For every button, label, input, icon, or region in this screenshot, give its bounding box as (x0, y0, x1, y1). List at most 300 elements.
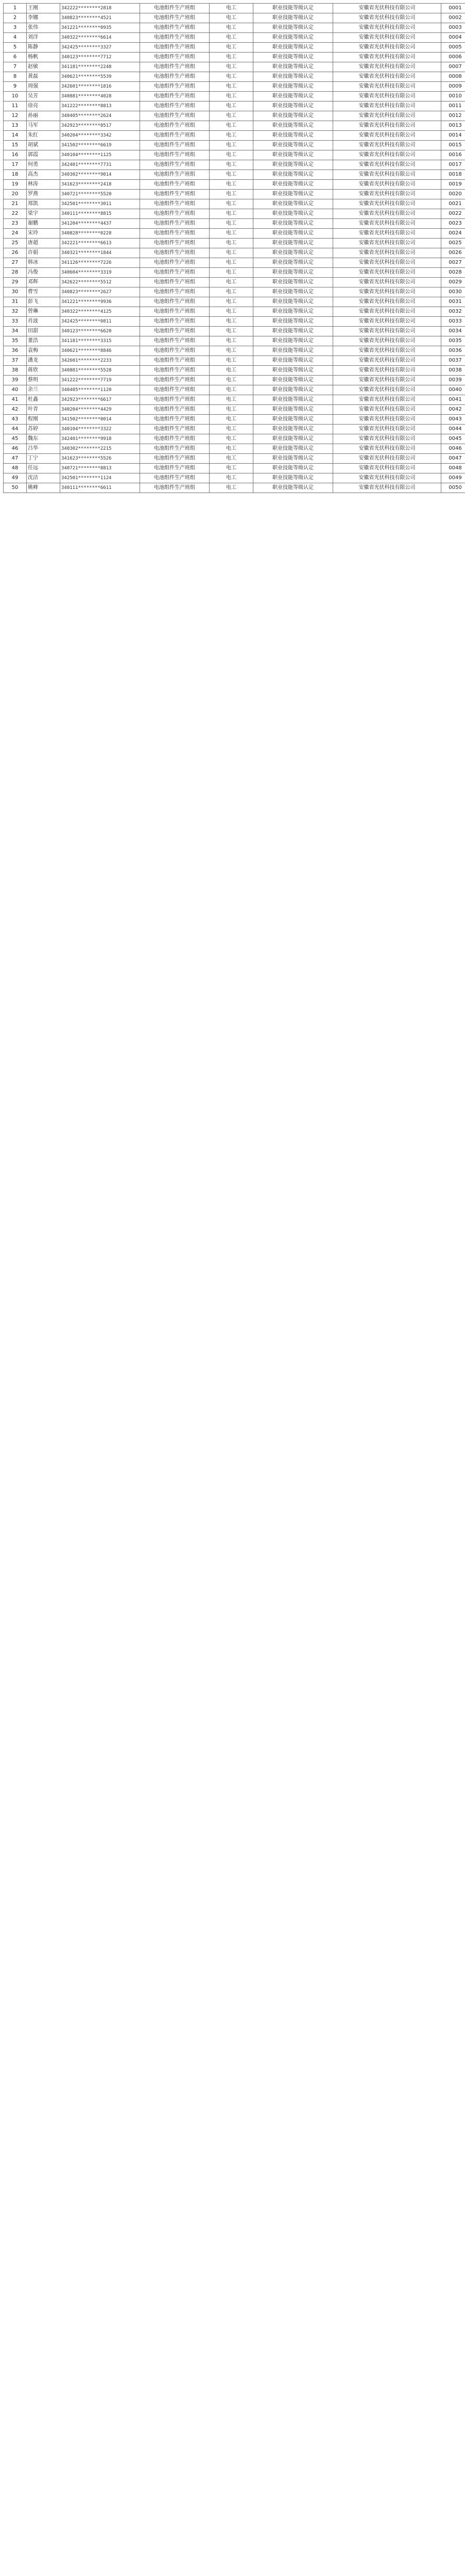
code-cell: 0015 (441, 141, 465, 150)
company-cell: 安徽省光伏科技有限公司 (333, 4, 441, 13)
company-cell: 安徽省光伏科技有限公司 (333, 307, 441, 317)
id-number-cell: 340823********4521 (60, 13, 140, 23)
class-cell: 电池组件生产班组 (140, 13, 210, 23)
company-cell: 安徽省光伏科技有限公司 (333, 473, 441, 483)
name-cell: 彭飞 (27, 297, 60, 307)
job-cell: 电工 (210, 356, 253, 366)
name-cell: 潘龙 (27, 356, 60, 366)
job-cell: 电工 (210, 425, 253, 434)
class-cell: 电池组件生产班组 (140, 150, 210, 160)
level-cell: 职业技能等级认定 (253, 170, 333, 180)
job-cell: 电工 (210, 43, 253, 53)
name-cell: 叶青 (27, 405, 60, 415)
id-number-cell: 342923********6617 (60, 395, 140, 405)
id-number-cell: 340621********8846 (60, 346, 140, 356)
code-cell: 0035 (441, 336, 465, 346)
level-cell: 职业技能等级认定 (253, 62, 333, 72)
company-cell: 安徽省光伏科技有限公司 (333, 170, 441, 180)
company-cell: 安徽省光伏科技有限公司 (333, 425, 441, 434)
job-cell: 电工 (210, 483, 253, 493)
level-cell: 职业技能等级认定 (253, 4, 333, 13)
code-cell: 0017 (441, 160, 465, 170)
name-cell: 黄磊 (27, 72, 60, 82)
level-cell: 职业技能等级认定 (253, 219, 333, 229)
job-cell: 电工 (210, 346, 253, 356)
class-cell: 电池组件生产班组 (140, 53, 210, 62)
name-cell: 陈静 (27, 43, 60, 53)
name-cell: 朱红 (27, 131, 60, 141)
job-cell: 电工 (210, 141, 253, 150)
table-row (4, 473, 465, 483)
code-cell: 0021 (441, 199, 465, 209)
level-cell: 职业技能等级认定 (253, 278, 333, 287)
company-cell: 安徽省光伏科技有限公司 (333, 454, 441, 464)
code-cell: 0030 (441, 287, 465, 297)
class-cell: 电池组件生产班组 (140, 23, 210, 33)
row-number-cell: 35 (4, 336, 27, 346)
code-cell: 0003 (441, 23, 465, 33)
table-row (4, 327, 465, 336)
company-cell: 安徽省光伏科技有限公司 (333, 258, 441, 268)
name-cell: 唐超 (27, 239, 60, 248)
code-cell: 0012 (441, 111, 465, 121)
job-cell: 电工 (210, 131, 253, 141)
level-cell: 职业技能等级认定 (253, 43, 333, 53)
job-cell: 电工 (210, 190, 253, 199)
name-cell: 董浩 (27, 336, 60, 346)
job-cell: 电工 (210, 268, 253, 278)
id-number-cell: 342501********3011 (60, 199, 140, 209)
row-number-cell: 49 (4, 473, 27, 483)
table-row (4, 92, 465, 101)
level-cell: 职业技能等级认定 (253, 454, 333, 464)
row-number-cell: 27 (4, 258, 27, 268)
job-cell: 电工 (210, 92, 253, 101)
code-cell: 0010 (441, 92, 465, 101)
level-cell: 职业技能等级认定 (253, 258, 333, 268)
name-cell: 周强 (27, 82, 60, 92)
name-cell: 刘洋 (27, 33, 60, 43)
company-cell: 安徽省光伏科技有限公司 (333, 483, 441, 493)
code-cell: 0024 (441, 229, 465, 239)
company-cell: 安徽省光伏科技有限公司 (333, 229, 441, 239)
company-cell: 安徽省光伏科技有限公司 (333, 62, 441, 72)
class-cell: 电池组件生产班组 (140, 62, 210, 72)
table-row (4, 121, 465, 131)
id-number-cell: 341222********7719 (60, 376, 140, 385)
code-cell: 0027 (441, 258, 465, 268)
row-number-cell: 45 (4, 434, 27, 444)
company-cell: 安徽省光伏科技有限公司 (333, 376, 441, 385)
name-cell: 林涛 (27, 180, 60, 190)
class-cell: 电池组件生产班组 (140, 444, 210, 454)
class-cell: 电池组件生产班组 (140, 4, 210, 13)
table-row (4, 111, 465, 121)
id-number-cell: 342425********3327 (60, 43, 140, 53)
level-cell: 职业技能等级认定 (253, 239, 333, 248)
row-number-cell: 12 (4, 111, 27, 121)
company-cell: 安徽省光伏科技有限公司 (333, 395, 441, 405)
job-cell: 电工 (210, 454, 253, 464)
job-cell: 电工 (210, 434, 253, 444)
name-cell: 曾琳 (27, 307, 60, 317)
company-cell: 安徽省光伏科技有限公司 (333, 278, 441, 287)
table-row (4, 190, 465, 199)
class-cell: 电池组件生产班组 (140, 336, 210, 346)
name-cell: 王刚 (27, 4, 60, 13)
row-number-cell: 34 (4, 327, 27, 336)
id-number-cell: 342425********0811 (60, 317, 140, 327)
company-cell: 安徽省光伏科技有限公司 (333, 405, 441, 415)
row-number-cell: 19 (4, 180, 27, 190)
class-cell: 电池组件生产班组 (140, 405, 210, 415)
row-number-cell: 44 (4, 425, 27, 434)
table-row (4, 248, 465, 258)
table-row (4, 53, 465, 62)
table-row (4, 199, 465, 209)
company-cell: 安徽省光伏科技有限公司 (333, 268, 441, 278)
code-cell: 0005 (441, 43, 465, 53)
code-cell: 0037 (441, 356, 465, 366)
name-cell: 邓辉 (27, 278, 60, 287)
code-cell: 0045 (441, 434, 465, 444)
code-cell: 0002 (441, 13, 465, 23)
company-cell: 安徽省光伏科技有限公司 (333, 23, 441, 33)
name-cell: 余兰 (27, 385, 60, 395)
job-cell: 电工 (210, 464, 253, 473)
job-cell: 电工 (210, 444, 253, 454)
table-row (4, 287, 465, 297)
id-number-cell: 340302********9014 (60, 170, 140, 180)
id-number-cell: 342501********1124 (60, 473, 140, 483)
name-cell: 蒋欣 (27, 366, 60, 376)
code-cell: 0036 (441, 346, 465, 356)
job-cell: 电工 (210, 336, 253, 346)
code-cell: 0025 (441, 239, 465, 248)
row-number-cell: 48 (4, 464, 27, 473)
row-number-cell: 47 (4, 454, 27, 464)
name-cell: 赵敏 (27, 62, 60, 72)
company-cell: 安徽省光伏科技有限公司 (333, 434, 441, 444)
row-number-cell: 46 (4, 444, 27, 454)
row-number-cell: 23 (4, 219, 27, 229)
job-cell: 电工 (210, 72, 253, 82)
table-row (4, 346, 465, 356)
class-cell: 电池组件生产班组 (140, 101, 210, 111)
class-cell: 电池组件生产班组 (140, 248, 210, 258)
name-cell: 梁宇 (27, 209, 60, 219)
table-row (4, 434, 465, 444)
class-cell: 电池组件生产班组 (140, 209, 210, 219)
level-cell: 职业技能等级认定 (253, 405, 333, 415)
job-cell: 电工 (210, 258, 253, 268)
table-row (4, 425, 465, 434)
company-cell: 安徽省光伏科技有限公司 (333, 101, 441, 111)
row-number-cell: 13 (4, 121, 27, 131)
table-row (4, 376, 465, 385)
class-cell: 电池组件生产班组 (140, 121, 210, 131)
row-number-cell: 3 (4, 23, 27, 33)
company-cell: 安徽省光伏科技有限公司 (333, 111, 441, 121)
id-number-cell: 340111********6611 (60, 483, 140, 493)
class-cell: 电池组件生产班组 (140, 307, 210, 317)
job-cell: 电工 (210, 62, 253, 72)
id-number-cell: 342221********6613 (60, 239, 140, 248)
level-cell: 职业技能等级认定 (253, 121, 333, 131)
level-cell: 职业技能等级认定 (253, 160, 333, 170)
table-row (4, 454, 465, 464)
company-cell: 安徽省光伏科技有限公司 (333, 287, 441, 297)
name-cell: 吕华 (27, 444, 60, 454)
row-number-cell: 30 (4, 287, 27, 297)
name-cell: 程刚 (27, 415, 60, 425)
row-number-cell: 7 (4, 62, 27, 72)
id-number-cell: 340721********5520 (60, 190, 140, 199)
job-cell: 电工 (210, 229, 253, 239)
id-number-cell: 340322********4125 (60, 307, 140, 317)
table-row (4, 278, 465, 287)
row-number-cell: 20 (4, 190, 27, 199)
class-cell: 电池组件生产班组 (140, 327, 210, 336)
table-row (4, 13, 465, 23)
code-cell: 0044 (441, 425, 465, 434)
level-cell: 职业技能等级认定 (253, 317, 333, 327)
code-cell: 0043 (441, 415, 465, 425)
job-cell: 电工 (210, 160, 253, 170)
company-cell: 安徽省光伏科技有限公司 (333, 444, 441, 454)
name-cell: 丁宁 (27, 454, 60, 464)
name-cell: 郑凯 (27, 199, 60, 209)
code-cell: 0039 (441, 376, 465, 385)
code-cell: 0041 (441, 395, 465, 405)
class-cell: 电池组件生产班组 (140, 199, 210, 209)
row-number-cell: 39 (4, 376, 27, 385)
name-cell: 魏东 (27, 434, 60, 444)
row-number-cell: 43 (4, 415, 27, 425)
row-number-cell: 16 (4, 150, 27, 160)
code-cell: 0018 (441, 170, 465, 180)
name-cell: 谢鹏 (27, 219, 60, 229)
table-row (4, 385, 465, 395)
row-number-cell: 5 (4, 43, 27, 53)
company-cell: 安徽省光伏科技有限公司 (333, 346, 441, 356)
row-number-cell: 25 (4, 239, 27, 248)
table-row (4, 23, 465, 33)
id-number-cell: 340322********6614 (60, 33, 140, 43)
name-cell: 韩冰 (27, 258, 60, 268)
row-number-cell: 14 (4, 131, 27, 141)
company-cell: 安徽省光伏科技有限公司 (333, 33, 441, 43)
code-cell: 0004 (441, 33, 465, 43)
code-cell: 0038 (441, 366, 465, 376)
code-cell: 0028 (441, 268, 465, 278)
company-cell: 安徽省光伏科技有限公司 (333, 180, 441, 190)
level-cell: 职业技能等级认定 (253, 415, 333, 425)
class-cell: 电池组件生产班组 (140, 190, 210, 199)
class-cell: 电池组件生产班组 (140, 454, 210, 464)
level-cell: 职业技能等级认定 (253, 356, 333, 366)
name-cell: 何勇 (27, 160, 60, 170)
id-number-cell: 340405********2624 (60, 111, 140, 121)
class-cell: 电池组件生产班组 (140, 229, 210, 239)
id-number-cell: 340881********4028 (60, 92, 140, 101)
row-number-cell: 50 (4, 483, 27, 493)
level-cell: 职业技能等级认定 (253, 425, 333, 434)
job-cell: 电工 (210, 405, 253, 415)
level-cell: 职业技能等级认定 (253, 13, 333, 23)
job-cell: 电工 (210, 297, 253, 307)
table-row (4, 4, 465, 13)
level-cell: 职业技能等级认定 (253, 190, 333, 199)
job-cell: 电工 (210, 111, 253, 121)
row-number-cell: 42 (4, 405, 27, 415)
code-cell: 0013 (441, 121, 465, 131)
name-cell: 肖波 (27, 317, 60, 327)
table-row (4, 131, 465, 141)
level-cell: 职业技能等级认定 (253, 297, 333, 307)
id-number-cell: 341623********5526 (60, 454, 140, 464)
class-cell: 电池组件生产班组 (140, 258, 210, 268)
row-number-cell: 28 (4, 268, 27, 278)
class-cell: 电池组件生产班组 (140, 111, 210, 121)
name-cell: 张伟 (27, 23, 60, 33)
class-cell: 电池组件生产班组 (140, 268, 210, 278)
id-number-cell: 341221********9936 (60, 297, 140, 307)
class-cell: 电池组件生产班组 (140, 33, 210, 43)
table-row (4, 150, 465, 160)
level-cell: 职业技能等级认定 (253, 385, 333, 395)
company-cell: 安徽省光伏科技有限公司 (333, 336, 441, 346)
level-cell: 职业技能等级认定 (253, 199, 333, 209)
name-cell: 苏婷 (27, 425, 60, 434)
name-cell: 李娜 (27, 13, 60, 23)
level-cell: 职业技能等级认定 (253, 92, 333, 101)
company-cell: 安徽省光伏科技有限公司 (333, 385, 441, 395)
row-number-cell: 37 (4, 356, 27, 366)
roster-table-body (4, 4, 465, 493)
row-number-cell: 31 (4, 297, 27, 307)
table-row (4, 395, 465, 405)
class-cell: 电池组件生产班组 (140, 287, 210, 297)
id-number-cell: 341126********7226 (60, 258, 140, 268)
job-cell: 电工 (210, 473, 253, 483)
row-number-cell: 22 (4, 209, 27, 219)
job-cell: 电工 (210, 82, 253, 92)
table-row (4, 101, 465, 111)
company-cell: 安徽省光伏科技有限公司 (333, 53, 441, 62)
code-cell: 0023 (441, 219, 465, 229)
company-cell: 安徽省光伏科技有限公司 (333, 190, 441, 199)
table-row (4, 297, 465, 307)
name-cell: 杜鑫 (27, 395, 60, 405)
row-number-cell: 33 (4, 317, 27, 327)
company-cell: 安徽省光伏科技有限公司 (333, 356, 441, 366)
code-cell: 0011 (441, 101, 465, 111)
row-number-cell: 8 (4, 72, 27, 82)
name-cell: 曹雪 (27, 287, 60, 297)
id-number-cell: 340123********7712 (60, 53, 140, 62)
job-cell: 电工 (210, 415, 253, 425)
table-row (4, 405, 465, 415)
id-number-cell: 340621********5539 (60, 72, 140, 82)
code-cell: 0016 (441, 150, 465, 160)
table-row (4, 307, 465, 317)
table-row (4, 317, 465, 327)
row-number-cell: 40 (4, 385, 27, 395)
row-number-cell: 21 (4, 199, 27, 209)
name-cell: 冯俊 (27, 268, 60, 278)
id-number-cell: 341181********3315 (60, 336, 140, 346)
class-cell: 电池组件生产班组 (140, 92, 210, 101)
id-number-cell: 340111********8815 (60, 209, 140, 219)
job-cell: 电工 (210, 53, 253, 62)
id-number-cell: 340405********1120 (60, 385, 140, 395)
row-number-cell: 10 (4, 92, 27, 101)
id-number-cell: 340823********2627 (60, 287, 140, 297)
company-cell: 安徽省光伏科技有限公司 (333, 150, 441, 160)
level-cell: 职业技能等级认定 (253, 327, 333, 336)
class-cell: 电池组件生产班组 (140, 425, 210, 434)
level-cell: 职业技能等级认定 (253, 229, 333, 239)
table-row (4, 258, 465, 268)
row-number-cell: 6 (4, 53, 27, 62)
row-number-cell: 29 (4, 278, 27, 287)
code-cell: 0034 (441, 327, 465, 336)
code-cell: 0008 (441, 72, 465, 82)
job-cell: 电工 (210, 101, 253, 111)
level-cell: 职业技能等级认定 (253, 366, 333, 376)
name-cell: 任远 (27, 464, 60, 473)
company-cell: 安徽省光伏科技有限公司 (333, 297, 441, 307)
code-cell: 0007 (441, 62, 465, 72)
name-cell: 蔡明 (27, 376, 60, 385)
class-cell: 电池组件生产班组 (140, 464, 210, 473)
table-row (4, 415, 465, 425)
company-cell: 安徽省光伏科技有限公司 (333, 13, 441, 23)
id-number-cell: 340123********6620 (60, 327, 140, 336)
job-cell: 电工 (210, 4, 253, 13)
table-row (4, 483, 465, 493)
id-number-cell: 342401********7731 (60, 160, 140, 170)
table-row (4, 170, 465, 180)
level-cell: 职业技能等级认定 (253, 33, 333, 43)
name-cell: 田甜 (27, 327, 60, 336)
name-cell: 孙丽 (27, 111, 60, 121)
name-cell: 宋玲 (27, 229, 60, 239)
table-row (4, 229, 465, 239)
company-cell: 安徽省光伏科技有限公司 (333, 219, 441, 229)
id-number-cell: 340721********8813 (60, 464, 140, 473)
job-cell: 电工 (210, 170, 253, 180)
table-row (4, 141, 465, 150)
class-cell: 电池组件生产班组 (140, 219, 210, 229)
class-cell: 电池组件生产班组 (140, 297, 210, 307)
table-row (4, 62, 465, 72)
job-cell: 电工 (210, 150, 253, 160)
code-cell: 0020 (441, 190, 465, 199)
code-cell: 0009 (441, 82, 465, 92)
level-cell: 职业技能等级认定 (253, 395, 333, 405)
id-number-cell: 340104********1125 (60, 150, 140, 160)
level-cell: 职业技能等级认定 (253, 101, 333, 111)
id-number-cell: 341222********8813 (60, 101, 140, 111)
company-cell: 安徽省光伏科技有限公司 (333, 327, 441, 336)
company-cell: 安徽省光伏科技有限公司 (333, 248, 441, 258)
table-row (4, 160, 465, 170)
code-cell: 0042 (441, 405, 465, 415)
company-cell: 安徽省光伏科技有限公司 (333, 209, 441, 219)
level-cell: 职业技能等级认定 (253, 180, 333, 190)
